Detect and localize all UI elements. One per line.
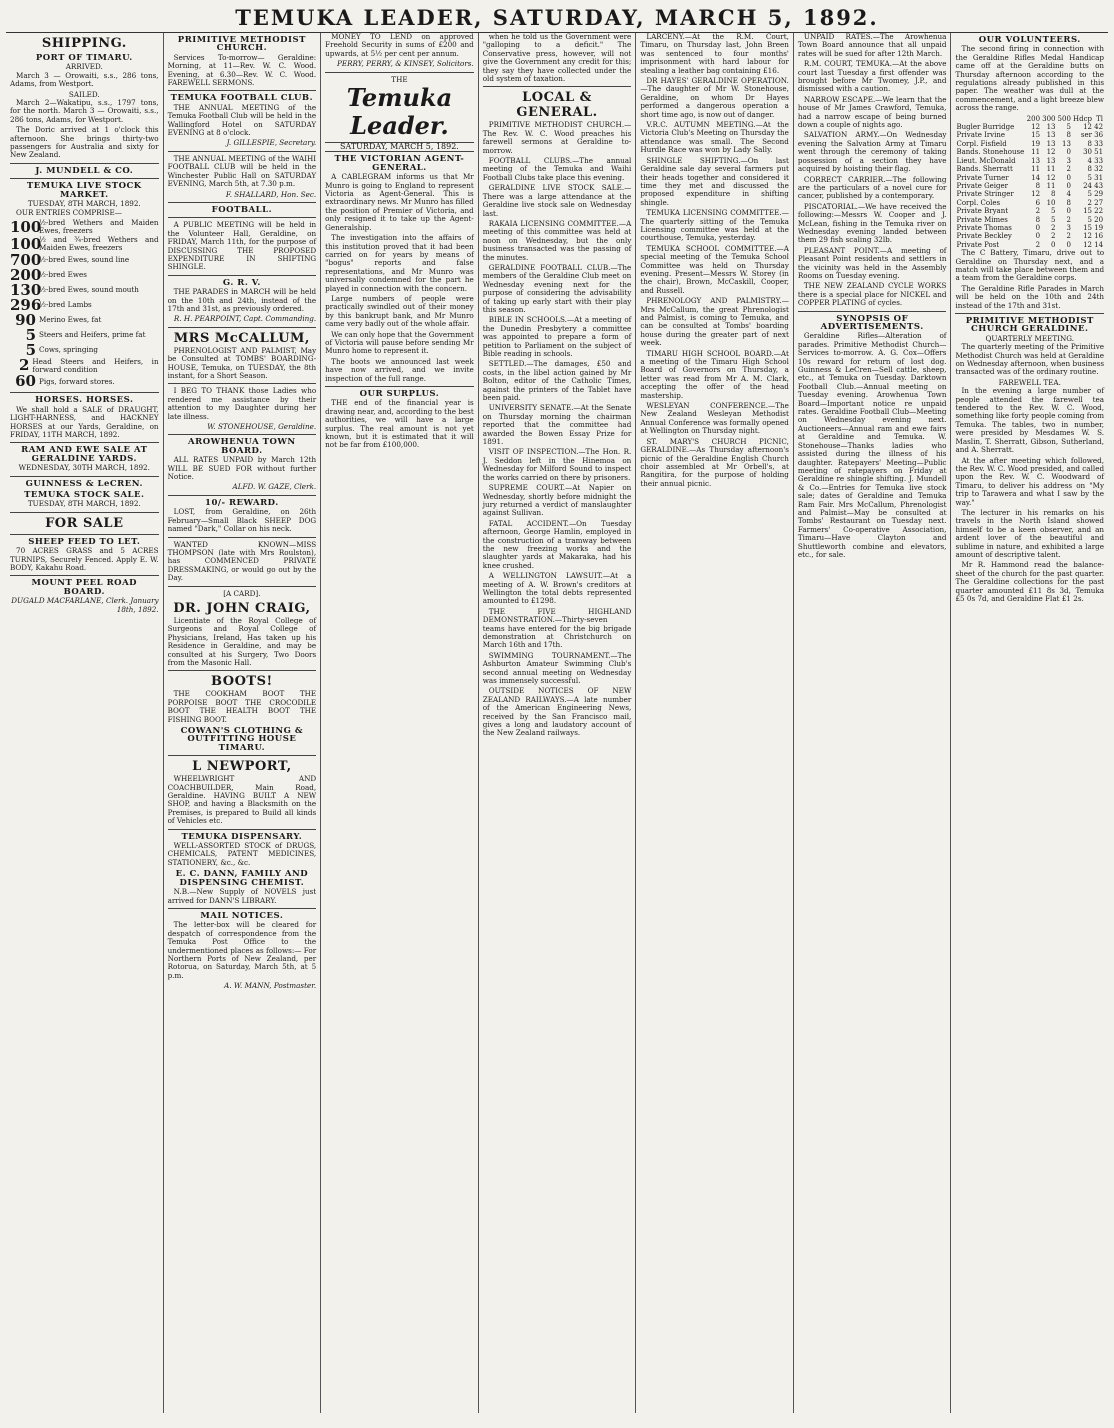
for-sale-heading: FOR SALE <box>45 515 124 531</box>
lot-item: 100 ½-bred Wethers and Maiden Ewes, freezers <box>10 217 159 236</box>
table-cell: 13 <box>1046 156 1056 165</box>
arrived-label: ARRIVED. <box>65 62 103 72</box>
table-cell: 8 <box>1087 139 1093 148</box>
port-heading: PORT OF TIMARU. <box>35 53 133 63</box>
table-cell: 2 <box>1066 232 1071 241</box>
table-cell: 0 <box>1035 232 1041 241</box>
table-cell: 33 <box>1094 156 1104 165</box>
table-cell: 12 <box>1031 123 1041 132</box>
table-cell: 12 <box>1083 232 1093 241</box>
darktown-heading: FOOTBALL. <box>211 204 273 215</box>
news-para: LARCENY.—At the R.M. Court, Timaru, on Thursday last, John Breen was sentenced to four months' imprisonment with hard labour for stealing a leather bag containing £16. <box>640 33 789 75</box>
lot-item: 100 ½ and ¾-bred Wethers and Maiden Ewes, freezers <box>10 234 159 253</box>
boots-text: THE COOKHAM BOOT THE PORPOISE BOOT THE CROCODILE BOOT THE HEALTH BOOT THE FISHING BOOT. <box>167 689 317 724</box>
tea-text: In the evening a large number of people attended the farewell tea tendered to the Rev. W. C. Wood, something like forty people coming from Temuka. The tables, two in number, were presided by Mesdames W. S. Maslin, T. Sherratt, Gibson, Sutherland, and A. Sherratt. <box>955 386 1105 455</box>
table-row <box>955 216 1104 224</box>
news-para: SHINGLE SHIFTING.—On last Geraldine sale day several farmers put their heads together and considered it time they met and discussed the proposed expenditure in shifting shingle. <box>640 155 789 207</box>
score-header-cell: 300 <box>1042 114 1056 123</box>
newport-text: WHEELWRIGHT AND COACHBUILDER, Main Road, Geraldine. HAVING BUILT A NEW SHOP, and having a Blacksmith on the Premises, is prepared to Build all kinds of Vehicles etc. <box>167 774 317 826</box>
table-cell: 3 <box>1066 223 1071 232</box>
news-para: UNPAID RATES.—The Arowhenua Town Board announce that all unpaid rates will be sued for after 12th March. <box>797 33 947 58</box>
tea-text: Mr R. Hammond read the balance-sheet of the church for the past quarter. The Geraldine collections for the past quarter amounted £11 8s 3d, Temuka £5 0s 7d, and Geraldine Flat £1 2s. <box>955 560 1105 603</box>
table-cell: 11 <box>1031 165 1041 174</box>
news-para: TEMUKA SCHOOL COMMITTEE.—A special meeting of the Temuka School Committee was held on Thursday evening. Present—Messrs W. Storey (in the chair), Brown, McCaskill, Cooper, and Russell. <box>640 243 789 295</box>
sailed-text: March 2—Wakatipu, s.s., 1797 tons, for the north. March 3 — Orowaiti, s.s., 286 tons, Adams, for Westport. <box>10 98 159 124</box>
tea-label: FAREWELL TEA. <box>998 377 1061 387</box>
lot-item: 5 Steers and Heifers, prime fat <box>25 325 146 344</box>
table-cell: 16 <box>1094 232 1104 241</box>
waihi-text: THE ANNUAL MEETING of the WAIHI FOOTBALL CLUB will be held in the Winchester Public Hall on SATURDAY EVENING, March 5th, at 7.30 p.m. <box>167 153 317 189</box>
table-cell: Private Thomas <box>956 223 1012 232</box>
table-cell: 5 <box>1087 215 1093 224</box>
guinness-heading: GUINNESS & LeCREN. <box>25 478 143 489</box>
table-cell: 5 <box>1087 173 1093 182</box>
agent-para: The boots we announced last week have now arrived, and we invite inspection of the full range. <box>325 356 474 383</box>
table-cell: 2 <box>1051 232 1056 241</box>
road-board-sign: DUGALD MACFARLANE, Clerk. January 18th, 1892. <box>11 596 159 614</box>
local-para: OUTSIDE NOTICES OF NEW ZEALAND RAILWAYS.—A late number of the American Engineering News, received by the San Francisco mail, gives a long and laudatory account of the New Zealand railways. <box>482 686 632 738</box>
agent-para: Large numbers of people were practically swindled out of their money by this bankrupt bank, and Mr Munro came very badly out of the whole affair. <box>325 293 474 329</box>
table-cell: Private Stringer <box>956 190 1014 199</box>
tea-text: At the after meeting which followed, the Rev. W. C. Wood presided, and called upon the Rev. W. C. Woodward of Timaru, to deliver his address on "My trip to Tarawera and what I saw by the way." <box>955 455 1105 507</box>
column-6 <box>794 33 952 1413</box>
table-cell: 12 <box>1031 190 1041 199</box>
stock-sale-heading: TEMUKA LIVE STOCK MARKET. <box>26 181 142 200</box>
table-cell: 43 <box>1094 181 1104 190</box>
table-row <box>955 165 1104 173</box>
local-para: FATAL ACCIDENT.—On Tuesday afternoon, George Hamlin, employed in the construction of a tramway between the new freezing works and the slaughter yards at Makaraka, had his knee crushed. <box>482 518 632 570</box>
table-cell: 11 <box>1046 181 1056 190</box>
news-para: V.R.C. AUTUMN MEETING.—At the Victoria Club's Meeting on Thursday the attendance was small. The Second Hurdle Race was won by Lady Sally. <box>640 120 789 155</box>
news-para: PHRENOLOGY AND PALMISTRY.—Mrs McCallum, the great Phrenologist and Palmist, is coming to Temuka, and can be consulted at Tombs' boarding house during the greater part of next week. <box>640 296 789 348</box>
local-para: PRIMITIVE METHODIST CHURCH.—The Rev. W. C. Wood preaches his farewell sermons at Geraldine to-morrow. <box>482 120 632 155</box>
table-row <box>955 207 1104 215</box>
table-cell: 42 <box>1094 123 1104 132</box>
news-para: THE NEW ZEALAND CYCLE WORKS there is a special place for NICKEL and COPPER PLATING of cycles. <box>797 281 947 308</box>
tea-text: The lecturer in his remarks on his travels in the North Island showed himself to be a keen observer, and an ardent lover of the beautiful and sublime in nature, and exhibited a large amount of descriptive talent. <box>955 507 1105 559</box>
table-cell: 0 <box>1066 173 1071 182</box>
waihi-sign: F. SHALLARD, Hon. Sec. <box>225 189 317 199</box>
money-sign: PERRY, PERRY, & KINSEY, Solicitors. <box>337 59 474 69</box>
score-header-cell: Hdcp <box>1073 114 1093 123</box>
local-para: UNIVERSITY SENATE.—At the Senate on Thursday morning the chairman reported that the committee had awarded the Bowen Essay Prize for 1891. <box>482 403 632 447</box>
money-text: MONEY TO LEND on approved Freehold Security in sums of £200 and upwards, at 5½ per cent per annum. <box>325 33 474 58</box>
table-cell: 0 <box>1066 148 1071 157</box>
table-row <box>955 174 1104 182</box>
stonehouse-sign: W. STONEHOUSE, Geraldine. <box>207 422 317 432</box>
mccallum-text: PHRENOLOGIST AND PALMIST, May be Consulted at TOMBS' BOARDING-HOUSE, Temuka, on TUESDAY, the 8th instant, for a Short Season. <box>167 345 317 380</box>
table-cell: 5 <box>1087 190 1093 199</box>
table-cell: Lieut. McDonald <box>956 156 1016 165</box>
wanted-text: WANTED KNOWN—MISS THOMPSON (late with Mrs Roulston), has COMMENCED PRIVATE DRESSMAKING, or would go out by the Day. <box>167 539 317 583</box>
agent-para: A CABLEGRAM informs us that Mr Munro is going to England to represent Victoria as Agent-General. This is extraordinary news. Mr Munro has filled the position of Premier of Victoria, and only resigned it to take up the Agent-Generalship. <box>325 172 474 232</box>
stock-sale-date: TUESDAY, 8TH MARCH, 1892. <box>27 199 141 209</box>
table-cell: 8 <box>1066 131 1071 140</box>
table-cell: 22 <box>1094 207 1104 216</box>
agent-para: The investigation into the affairs of this institution proved that it had been carried on for years by means of "bogus" reports and false representations, and Mr Munro was universally condemned for the part he played in connection with the concern. <box>325 233 474 293</box>
table-cell: 5 <box>1051 207 1056 216</box>
mail-text: The letter-box will be cleared for despatch of correspondence from the Temuka Post Office to the undermentioned places as follows:— For Northern Ports of New Zealand, per Rotorua, on Saturday, March 5th, at 5 p.m. <box>167 920 317 980</box>
table-cell: 3 <box>1066 156 1071 165</box>
arrivals-text: March 3 — Orowaiti, s.s., 286 tons, Adams, from Westport. <box>10 70 159 89</box>
grv-sign: R. H. PEARPOINT, Capt. Commanding. <box>173 314 317 324</box>
lot-item: 60 Pigs, forward stores. <box>15 372 115 391</box>
table-cell: 19 <box>1094 223 1104 232</box>
local-para: RAKAIA LICENSING COMMITTEE.—A meeting of this committee was held at noon on Wednesday, but the only business transacted was the passing of the minutes. <box>482 218 632 262</box>
table-cell: 29 <box>1094 190 1104 199</box>
table-row <box>955 157 1104 165</box>
table-cell: Private Bryant <box>956 207 1009 216</box>
mail-sign: A. W. MANN, Postmaster. <box>224 981 317 991</box>
local-para: SWIMMING TOURNAMENT.—The Ashburton Amateur Swimming Club's second annual meeting on Wednesday was immensely successful. <box>482 650 632 686</box>
table-cell: 15 <box>1083 223 1093 232</box>
craig-text: Licentiate of the Royal College of Surgeons and Royal College of Physicians, Ireland, Has taken up his Residence in Geraldine, and may be consulted at his Surgery, Two Doors from the Masonic Hall. <box>167 615 317 667</box>
table-cell: Private Mimes <box>956 215 1008 224</box>
lot-item: 90 Merino Ewes, fat <box>15 310 102 329</box>
masthead: TEMUKA LEADER, SATURDAY, MARCH 5, 1892. <box>6 4 1108 33</box>
table-cell: Corpl. Coles <box>956 198 1001 207</box>
table-cell: Bands. Sherratt <box>956 165 1013 174</box>
table-cell: 11 <box>1046 165 1056 174</box>
horses-heading: HORSES. HORSES. <box>35 395 134 406</box>
arowhenua-text: ALL RATES UNPAID by March 12th WILL BE SUED FOR without further Notice. <box>167 455 317 482</box>
sailed-label: SAILED. <box>68 89 100 99</box>
local-para: VISIT OF INSPECTION.—The Hon. R. J. Seddon left in the Hinemoa on Wednesday for Milford Sound to inspect the works carried on there by prisoners. <box>482 447 632 482</box>
table-cell: Private Irvine <box>956 131 1006 140</box>
table-cell: 15 <box>1031 131 1041 140</box>
newspaper-page <box>6 4 1108 1418</box>
table-cell: 5 <box>1051 215 1056 224</box>
mccallum-heading: MRS McCALLUM, <box>173 330 310 346</box>
card-label: [A CARD]. <box>223 588 261 598</box>
table-cell: 2 <box>1035 207 1041 216</box>
entries-text: OUR ENTRIES COMPRISE— <box>16 207 122 217</box>
table-cell: 30 <box>1083 148 1093 157</box>
table-cell: Private Geiger <box>956 181 1009 190</box>
table-cell: 2 <box>1051 223 1056 232</box>
lot-item: 2 Head Steers and Heifers, in forward condition <box>18 356 159 375</box>
horses-text: We shall hold a SALE of DRAUGHT, LIGHT-HARNESS, and HACKNEY HORSES at our Yards, Geraldine, on FRIDAY, 11TH MARCH, 1892. <box>10 404 159 439</box>
news-para: SALVATION ARMY.—On Wednesday evening the Salvation Army at Timaru went through the ceremony of taking possession of a section they have acquired by hoisting their flag. <box>797 130 947 174</box>
table-row <box>955 224 1104 232</box>
table-cell: 14 <box>1031 173 1041 182</box>
table-cell: 33 <box>1094 139 1104 148</box>
table-cell: 19 <box>1031 139 1041 148</box>
local-para: SUPREME COURT.—At Napier on Wednesday, shortly before midnight the jury returned a verdict of manslaughter against Sullivan. <box>482 483 632 518</box>
news-para: PISCATORIAL.—We have received the following:—Messrs W. Cooper and J. McLean, fishing in the Temuka river on Wednesday evening landed between them 29 fish scaling 32lb. <box>797 201 947 245</box>
table-cell: 31 <box>1094 173 1104 182</box>
table-cell: 8 <box>1035 181 1041 190</box>
battery-note: The C Battery, Timaru, drive out to Geraldine on Thursday next, and a match will take place between them and a team from the Geraldine corps. <box>955 248 1105 283</box>
synopsis-text: Geraldine Rifles—Alteration of parades. Primitive Methodist Church—Services to-morrow. A. G. Cox—Offers 10s reward for return of lost dog. Guinness & LeCren—Sell cattle, sheep, etc., at Temuka on Tuesday. Darktown Football Club.—Annual meeting on Tuesday evening. Arowhenua Town Board—Important notice re unpaid rates. Geraldine Football Club—Meeting on Wednesday evening next. Auctioneers—Annual ram and ewe fairs at Geraldine and Temuka. W. Stonehouse—Thanks ladies who assisted during the illness of his daughter. Ratepayers' Meeting—Public meeting of ratepayers on Friday at Geraldine re shingle shifting. J. Mundell & Co.—Entries for Temuka live stock sale; dates of Geraldine and Temuka Ram Fair. Mrs McCallum, Phrenologist and Palmist—May be consulted at Tombs' Restaurant on Tuesday next. Farmers' Co-operative Association, Timaru—Have Clayton and Shuttleworth combine and elevators, etc., for sale. <box>797 331 947 559</box>
grv-heading: G. R. V. <box>222 277 261 288</box>
ram-ewe-date: WEDNESDAY, 30TH MARCH, 1892. <box>18 463 150 473</box>
news-para: CORRECT CARRIER.—The following are the particulars of a novel cure for cancer, published by a contemporary. <box>797 174 947 201</box>
news-para: WESLEYAN CONFERENCE.—The New Zealand Wesleyan Methodist Annual Conference was formally opened at Wellington on Thursday night. <box>640 401 789 436</box>
table-cell: 13 <box>1046 123 1056 132</box>
table-cell: 20 <box>1094 215 1104 224</box>
quarterly-label: QUARTERLY MEETING. <box>985 333 1075 343</box>
ram-ewe-heading: RAM AND EWE SALE AT GERALDINE YARDS. <box>21 445 148 464</box>
table-cell: ser <box>1080 131 1093 140</box>
table-cell: 2 <box>1087 198 1093 207</box>
table-cell: Private Post <box>956 240 1000 249</box>
football-heading: TEMUKA FOOTBALL CLUB. <box>170 93 314 104</box>
column-3 <box>321 33 479 1413</box>
table-cell: 12 <box>1046 148 1056 157</box>
local-para: BIBLE IN SCHOOLS.—At a meeting of the Dunedin Presbytery a committee was appointed to prepare a form of petition to Parliament on the subject of Bible reading in schools. <box>482 315 632 358</box>
boots-heading: BOOTS! <box>211 674 273 690</box>
news-para: NARROW ESCAPE.—We learn that the house of Mr James Crawford, Temuka, had a narrow escape of being burned down a couple of nights ago. <box>797 94 947 130</box>
stonehouse-text: I BEG TO THANK those Ladies who rendered me assistance by their attention to my Daughter during her late illness. <box>167 386 317 421</box>
synopsis-heading: SYNOPSIS OF ADVERTISEMENTS. <box>820 313 924 332</box>
table-cell: 8 <box>1035 215 1041 224</box>
novels-text: N.B.—New Supply of NOVELS just arrived for DANN'S LIBRARY. <box>167 887 317 905</box>
column-2 <box>164 33 322 1413</box>
table-cell: 5 <box>1066 123 1071 132</box>
table-cell: 4 <box>1087 156 1093 165</box>
column-1 <box>6 33 164 1413</box>
table-cell: 0 <box>1066 181 1071 190</box>
table-cell: 0 <box>1066 207 1071 216</box>
local-para: THE FIVE HIGHLAND DEMONSTRATION.—Thirty-seven teams have entered for the big brigade demonstration at Christchurch on March 16th and 17th. <box>482 606 632 650</box>
column-4 <box>479 33 637 1413</box>
local-para: GERALDINE LIVE STOCK SALE.—There was a large attendance at the Geraldine live stock sale on Wednesday last. <box>482 183 632 218</box>
table-cell: 51 <box>1094 148 1104 157</box>
score-header-cell: 200 <box>1026 114 1041 123</box>
pm-geraldine-heading: PRIMITIVE METHODIST CHURCH GERALDINE. <box>965 316 1094 335</box>
table-row <box>955 140 1104 148</box>
guinness-sale: TEMUKA STOCK SALE. <box>24 490 145 500</box>
news-para: DR HAYES' GERALDINE OPERATION.—The daughter of Mr W. Stonehouse, Geraldine, on whom Dr Hayes performed a dangerous operation a short time ago, is now out of danger. <box>640 76 789 119</box>
news-para: R.M. COURT, TEMUKA.—At the above court last Tuesday a first offender was brought before Mr Twomey, J.P., and dismissed with a caution. <box>797 59 947 94</box>
lost-text: LOST, from Geraldine, on 26th February—Small Black SHEEP DOG named "Dark," Collar on his neck. <box>167 507 317 534</box>
table-cell: 2 <box>1066 165 1071 174</box>
volunteers-text: The second firing in connection with the Geraldine Rifles Medal Handicap came off at the Geraldine butts on Thursday afternoon according to the regulations already published in this paper. The weather was dull at the commencement, and a light breeze blew across the range. <box>955 44 1105 113</box>
volunteers-heading: OUR VOLUNTEERS. <box>978 35 1081 45</box>
table-cell: 0 <box>1035 223 1041 232</box>
pm-church-heading: PRIMITIVE METHODIST CHURCH. <box>177 35 306 54</box>
table-cell: 13 <box>1031 156 1041 165</box>
surplus-heading: OUR SURPLUS. <box>359 389 440 399</box>
lot-list <box>10 219 159 389</box>
newport-heading: L NEWPORT, <box>192 759 292 775</box>
public-meeting-text: A PUBLIC MEETING will be held in the Volunteer Hall, Geraldine, on FRIDAY, March 11th, for the purpose of DISCUSSING THE PROPOSED EXPENDITURE IN SHIFTING SHINGLE. <box>167 220 317 272</box>
table-cell: 13 <box>1062 139 1071 148</box>
lot-item: 130 ½-bred Ewes, sound mouth <box>10 280 139 299</box>
table-cell: 0 <box>1051 240 1056 249</box>
table-cell: Bands. Stonehouse <box>956 148 1025 157</box>
table-cell: 2 <box>1066 215 1071 224</box>
lot-item: 700 ½-bred Ewes, sound line <box>10 250 130 269</box>
table-cell: 6 <box>1035 198 1041 207</box>
table-cell: 12 <box>1083 240 1093 249</box>
table-cell: 13 <box>1046 131 1056 140</box>
football-sign: J. GILLESPIE, Secretary. <box>226 138 317 148</box>
football-text: THE ANNUAL MEETING of the Temuka Football Club will be held in the Wallingford Hotel on SATURDAY EVENING at 8 o'clock. <box>167 102 317 138</box>
grv-text: THE PARADES in MARCH will be held on the 10th and 24th, instead of the 17th and 31st, as previously ordered. <box>167 287 317 313</box>
table-row <box>955 131 1104 139</box>
table-cell: Private Beckley <box>956 232 1012 241</box>
local-para: A WELLINGTON LAWSUIT.—At a meeting of A. W. Brown's creditors at Wellington the total debts represented amounted to £1298. <box>482 571 632 606</box>
dispensary-heading: TEMUKA DISPENSARY. <box>181 831 303 842</box>
arowhenua-heading: AROWHENUA TOWN BOARD. <box>188 437 296 456</box>
table-cell: 8 <box>1087 165 1093 174</box>
news-para: TEMUKA LICENSING COMMITTEE.—The quarterly sitting of the Temuka Licensing committee was held at the courthouse, Temuka, yesterday. <box>640 208 789 243</box>
reward-heading: 10/- REWARD. <box>205 497 279 508</box>
score-table <box>955 115 1104 250</box>
table-cell: 15 <box>1083 207 1093 216</box>
table-cell: 12 <box>1046 173 1056 182</box>
table-row <box>955 123 1104 131</box>
table-cell: Private Turner <box>956 173 1009 182</box>
surplus-text: THE end of the financial year is drawing near, and, according to the best authorities, we will have a large surplus. The real amount is not yet known, but it is estimated that it will not be far from £100,000. <box>325 398 474 450</box>
news-para: TIMARU HIGH SCHOOL BOARD.—At a meeting of the Timaru High School Board of Governors on Thursday, a letter was read from Mr A. M. Clark, accepting the offer of the head mastership. <box>640 348 789 400</box>
paper-the: THE <box>391 74 408 84</box>
local-heading: LOCAL & GENERAL. <box>516 90 598 121</box>
table-cell: 2 <box>1035 240 1041 249</box>
road-board-heading: MOUNT PEEL ROAD BOARD. <box>31 578 138 597</box>
shipping-heading: SHIPPING. <box>41 36 127 51</box>
table-cell: 10 <box>1046 198 1056 207</box>
rifle-note: The Geraldine Rifle Parades in March will be held on the 10th and 24th instead of the 17th and 31st. <box>955 283 1105 310</box>
paper-date: SATURDAY, MARCH 5, 1892. <box>325 142 474 152</box>
craig-heading: DR. JOHN CRAIG, <box>173 600 311 616</box>
table-cell: 32 <box>1094 165 1104 174</box>
table-row <box>955 148 1104 156</box>
table-cell: 0 <box>1066 240 1071 249</box>
table-cell: 8 <box>1066 198 1071 207</box>
table-cell: Bugler Burridge <box>956 123 1015 132</box>
agent-heading: THE VICTORIAN AGENT-GENERAL. <box>334 154 465 173</box>
shipping-news: The Doric arrived at 1 o'clock this afternoon. She brings thirty-two passengers for Australia and sixty for New Zealand. <box>10 125 159 160</box>
dann-heading: E. C. DANN, FAMILY AND DISPENSING CHEMIST. <box>175 869 309 888</box>
mail-heading: MAIL NOTICES. <box>200 910 284 921</box>
column-7 <box>951 33 1108 1413</box>
sheep-feed-heading: SHEEP FEED TO LET. <box>28 536 141 547</box>
table-row <box>955 199 1104 207</box>
score-header <box>955 115 1104 123</box>
score-header-cell <box>955 115 1025 123</box>
table-cell: 11 <box>1031 148 1041 157</box>
table-cell: Corpl. Fisfield <box>956 139 1007 148</box>
table-cell: 8 <box>1051 190 1056 199</box>
lot-item: 200 ½-bred Ewes <box>10 265 87 284</box>
lot-item: 296 ½-bred Lambs <box>10 295 92 314</box>
local-para: GERALDINE FOOTBALL CLUB.—The members of the Geraldine Club meet on Wednesday evening next for the purpose of considering the advisability of taking up early start with their play this season. <box>482 262 632 314</box>
arowhenua-sign: ALFD. W. GAZE, Clerk. <box>232 482 317 492</box>
table-row <box>955 232 1104 240</box>
table-cell: 27 <box>1094 198 1104 207</box>
table-row <box>955 182 1104 190</box>
table-cell: 14 <box>1094 240 1104 249</box>
cowan-heading: COWAN'S CLOTHING & OUTFITTING HOUSE TIMARU. <box>180 726 304 753</box>
quarterly-text: The quarterly meeting of the Primitive Methodist Church was held at Geraldine on Wednesday afternoon, when business transacted was of the ordinary routine. <box>955 342 1105 377</box>
columns <box>6 33 1108 1413</box>
table-cell: 13 <box>1046 139 1056 148</box>
column-5 <box>636 33 794 1413</box>
lot-item: 5 Cows, springing <box>25 340 99 359</box>
agent-para: We can only hope that the Government of Victoria will pause before sending Mr Munro home to represent it. <box>325 329 474 356</box>
table-cell: 4 <box>1066 190 1071 199</box>
score-header-cell: 500 <box>1057 114 1071 123</box>
pm-church-text: Services To-morrow— Geraldine: Morning, at 11—Rev. W. C. Wood. Evening, at 6.30—Rev. W. C. Wood. FAREWELL SERMONS. <box>167 52 317 88</box>
table-cell: 12 <box>1083 123 1093 132</box>
table-cell: 24 <box>1083 181 1093 190</box>
news-para: ST. MARY'S CHURCH PICNIC, GERALDINE.—As Thursday afternoon's picnic of the Geraldine English Church choir assembled at Mr Orbell's, at Rangitira, for the purpose of holding their annual picnic. <box>640 436 789 488</box>
surplus-continued: when he told us the Government were "galloping to a deficit." The Conservative press, however, will not give the Government any credit for this; they say they have collected under the old system of taxation. <box>482 33 632 84</box>
news-para: PLEASANT POINT.—A meeting of Pleasant Point residents and settlers in the vicinity was held in the Assembly Rooms on Tuesday evening. <box>797 245 947 280</box>
local-para: FOOTBALL CLUBS.—The annual meeting of the Temuka and Waihi Football Clubs take place this evening. <box>482 156 632 182</box>
guinness-date: TUESDAY, 8TH MARCH, 1892. <box>27 499 141 509</box>
table-cell: 36 <box>1094 131 1104 140</box>
score-header-cell: Tl <box>1096 114 1104 123</box>
sheep-feed-text: 70 ACRES GRASS and 5 ACRES TURNIPS, Securely Fenced. Apply E. W. BODY, Kakahu Road. <box>10 546 159 573</box>
local-para: SETTLED.—The damages, £50 and costs, in the libel action gained by Mr Bolton, editor of the Catholic Times, against the printers of the Tablet have been paid. <box>482 359 632 403</box>
dispensary-text: WELL-ASSORTED STOCK of DRUGS, CHEMICALS, PATENT MEDICINES, STATIONERY, &c., &c. <box>167 841 317 867</box>
paper-title: Temuka Leader. <box>346 83 453 141</box>
mundell-heading: J. MUNDELL & CO. <box>35 165 134 176</box>
table-row <box>955 190 1104 198</box>
